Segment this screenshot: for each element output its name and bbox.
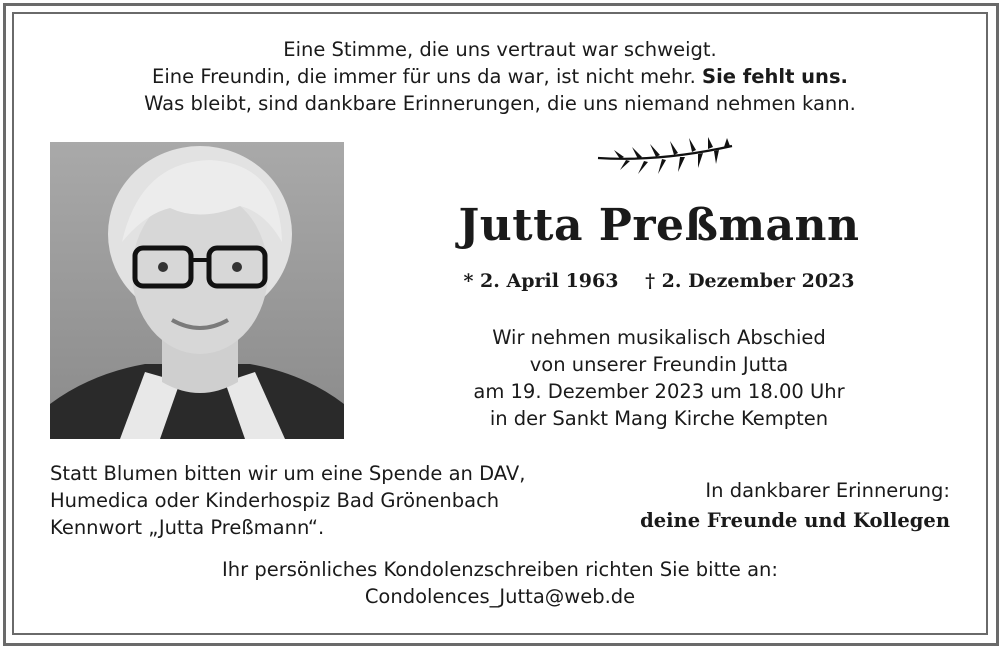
poem-line-2-emphasis: Sie fehlt uns.	[702, 65, 848, 88]
death-date: † 2. Dezember 2023	[645, 270, 855, 292]
poem-line-3: Was bleibt, sind dankbare Erinnerungen, die uns niemand nehmen kann.	[144, 92, 856, 115]
poem-line-2-text: Eine Freundin, die immer für uns da war, ist nicht mehr.	[152, 65, 696, 88]
farewell-line-3: am 19. Dezember 2023 um 18.00 Uhr	[473, 380, 845, 403]
birth-date: * 2. April 1963	[463, 270, 619, 292]
memorial-poem	[0, 36, 1000, 117]
farewell-line-2: von unserer Freundin Jutta	[529, 353, 789, 376]
donation-request	[50, 460, 590, 541]
contact-email: Condolences_Jutta@web.de	[364, 585, 636, 608]
life-dates	[420, 270, 898, 292]
closing-line: In dankbarer Erinnerung:	[705, 479, 950, 502]
poem-line-1: Eine Stimme, die uns vertraut war schweigt.	[283, 38, 717, 61]
signers: deine Freunde und Kollegen	[640, 509, 950, 532]
donation-line-3: Kennwort „Jutta Preßmann“.	[50, 516, 325, 539]
poem-line-2	[0, 63, 1000, 90]
closing-signature	[560, 476, 950, 536]
farewell-line-1: Wir nehmen musikalisch Abschied	[492, 326, 826, 349]
donation-line-1: Statt Blumen bitten wir um eine Spende an DAV,	[50, 462, 526, 485]
farewell-notice	[420, 324, 898, 432]
condolence-contact	[0, 556, 1000, 610]
rosemary-branch-ornament	[590, 132, 740, 196]
donation-line-2: Humedica oder Kinderhospiz Bad Grönenbach	[50, 489, 500, 512]
deceased-name: Jutta Preßmann	[458, 200, 860, 251]
farewell-line-4: in der Sankt Mang Kirche Kempten	[489, 407, 829, 430]
portrait-photo	[50, 142, 344, 439]
contact-line: Ihr persönliches Kondolenzschreiben richten Sie bitte an:	[222, 558, 778, 581]
